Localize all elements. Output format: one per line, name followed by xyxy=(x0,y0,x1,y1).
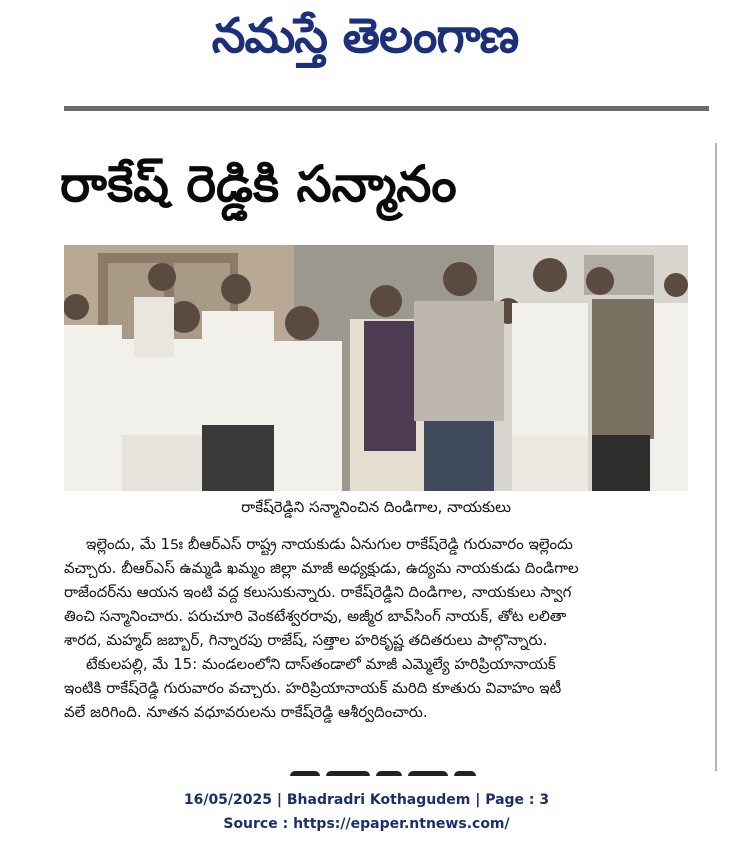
article-line: రాజేందర్‌ను ఆయన ఇంటి వద్ద కలుసుకున్నారు. రాకేష్‌రెడ్డిని దిండిగాల, నాయకులు స్వాగ xyxy=(64,583,572,601)
column-divider xyxy=(715,143,717,771)
article-line: శారద, మహ్మద్ జబ్బార్, గిన్నారపు రాజేష్, సత్తాల హరికృష్ణ తదితరులు పాల్గొన్నారు. xyxy=(64,631,548,649)
article-headline: రాకేష్ రెడ్డికి సన్మానం xyxy=(60,154,457,213)
article-body xyxy=(64,532,709,724)
footer-source: Source : https://epaper.ntnews.com/ xyxy=(223,816,510,832)
article-line: టేకులపల్లి, మే 15: మండలంలోని దాస్‌తండాలో మాజీ ఎమ్మెల్యే హరిప్రియానాయక్ xyxy=(86,655,556,673)
footer-date-edition: 16/05/2025 | Bhadradri Kothagudem | Page : 3 xyxy=(183,792,550,808)
newspaper-masthead: నమస్తే తెలంగాణ xyxy=(211,8,519,64)
article-photo xyxy=(64,245,688,491)
article-line: ఇల్లెందు, మే 15ః బీఆర్ఎస్ రాష్ట్ర నాయకుడు ఏనుగుల రాకేష్‌రెడ్డి గురువారం ఇల్లెందు xyxy=(86,535,573,553)
article-line: ఇంటికి రాకేష్‌రెడ్డి గురువారం వచ్చారు. హరిప్రియానాయక్ మరిది కూతురు వివాహం ఇటీ xyxy=(64,679,562,697)
top-divider xyxy=(64,106,709,111)
photo-caption: రాకేష్‌రెడ్డిని సన్మానించిన దిండిగాల, నాయకులు xyxy=(241,498,511,516)
article-line: వచ్చారు. బీఆర్ఎస్ ఉమ్మడి ఖమ్మం జిల్లా మాజీ అధ్యక్షుడు, ఉద్యమ నాయకుడు దిండిగాల xyxy=(64,559,579,577)
article-line: తించి సన్మానించారు. పరుచూరి వెంకటేశ్వరరావు, అజ్మీర బావ్‌సింగ్ నాయక్, తోట లలితా xyxy=(64,607,567,625)
article-line: వలే జరిగింది. నూతన వధూవరులను రాకేష్‌రెడ్డి ఆశీర్వదించారు. xyxy=(64,703,428,721)
cut-off-next-headline xyxy=(290,766,500,776)
